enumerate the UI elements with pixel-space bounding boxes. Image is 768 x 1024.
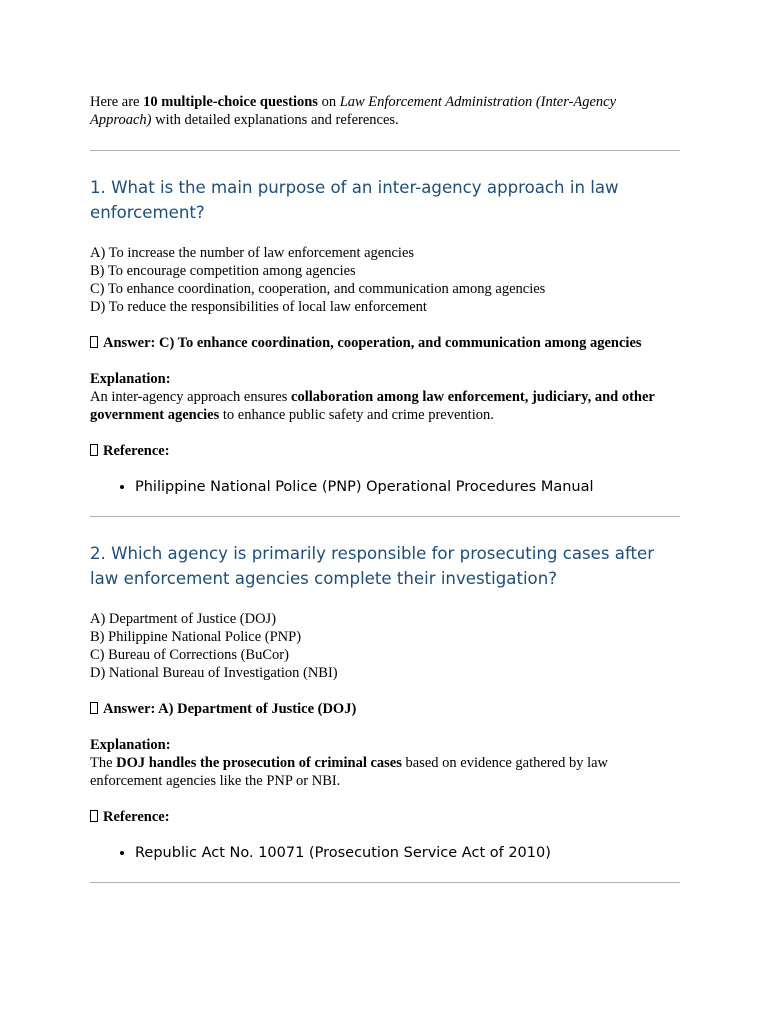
intro-prefix: Here are bbox=[90, 94, 144, 110]
reference-item: • Philippine National Police (PNP) Operational Procedures Manual bbox=[135, 478, 680, 496]
answer-text: Answer: A) Department of Justice (DOJ) bbox=[103, 701, 357, 717]
option-d: D) National Bureau of Investigation (NBI) bbox=[90, 665, 338, 681]
explanation-text: The bbox=[90, 755, 117, 771]
answer-text: Answer: C) To enhance coordination, cooperation, and communication among agencies bbox=[103, 335, 642, 351]
reference-label: Reference: bbox=[103, 443, 170, 459]
option-b: B) Philippine National Police (PNP) bbox=[90, 629, 302, 645]
explanation-bold: DOJ handles the prosecution of criminal cases bbox=[116, 755, 402, 771]
option-a: A) Department of Justice (DOJ) bbox=[90, 611, 277, 627]
question-2-reference-label bbox=[90, 808, 680, 826]
question-1-answer bbox=[90, 334, 680, 352]
intro-topic: Law Enforcement Administration (Inter-Agency Approach) bbox=[90, 94, 617, 128]
question-1-references bbox=[90, 478, 680, 496]
divider bbox=[90, 516, 680, 517]
question-2-references bbox=[90, 844, 680, 862]
book-icon bbox=[90, 444, 98, 456]
intro-paragraph bbox=[90, 93, 680, 129]
question-2-answer bbox=[90, 700, 680, 718]
intro-middle: on bbox=[317, 94, 340, 110]
question-2-explanation bbox=[90, 736, 680, 790]
question-1-reference-label bbox=[90, 442, 680, 460]
checkbox-icon bbox=[90, 702, 98, 714]
intro-bold: 10 multiple-choice questions bbox=[143, 94, 318, 110]
question-1-explanation bbox=[90, 370, 680, 424]
intro-suffix: with detailed explanations and references. bbox=[151, 112, 399, 128]
explanation-label: Explanation: bbox=[90, 371, 171, 387]
question-1-options bbox=[90, 244, 680, 316]
question-2-options bbox=[90, 610, 680, 682]
option-a: A) To increase the number of law enforcement agencies bbox=[90, 245, 415, 261]
explanation-bold: collaboration among law enforcement, judiciary, and other government agencies bbox=[90, 389, 655, 423]
explanation-text-end: based on evidence gathered by law enforcement agencies like the PNP or NBI. bbox=[90, 755, 609, 789]
checkbox-icon bbox=[90, 336, 98, 348]
reference-item: • Republic Act No. 10071 (Prosecution Service Act of 2010) bbox=[135, 844, 680, 862]
question-1-title: 1. What is the main purpose of an inter-agency approach in law enforcement? bbox=[90, 178, 619, 222]
book-icon bbox=[90, 810, 98, 822]
option-b: B) To encourage competition among agencies bbox=[90, 263, 356, 279]
question-2-title: 2. Which agency is primarily responsible for prosecuting cases after law enforcement agencies complete their investigation? bbox=[90, 544, 655, 588]
divider bbox=[90, 882, 680, 883]
divider bbox=[90, 150, 680, 151]
option-c: C) To enhance coordination, cooperation, and communication among agencies bbox=[90, 281, 546, 297]
reference-label: Reference: bbox=[103, 809, 170, 825]
explanation-label: Explanation: bbox=[90, 737, 171, 753]
explanation-text-end: to enhance public safety and crime prevention. bbox=[219, 407, 494, 423]
option-c: C) Bureau of Corrections (BuCor) bbox=[90, 647, 289, 663]
explanation-text: An inter-agency approach ensures bbox=[90, 389, 292, 405]
option-d: D) To reduce the responsibilities of local law enforcement bbox=[90, 299, 427, 315]
document-body bbox=[90, 93, 680, 883]
